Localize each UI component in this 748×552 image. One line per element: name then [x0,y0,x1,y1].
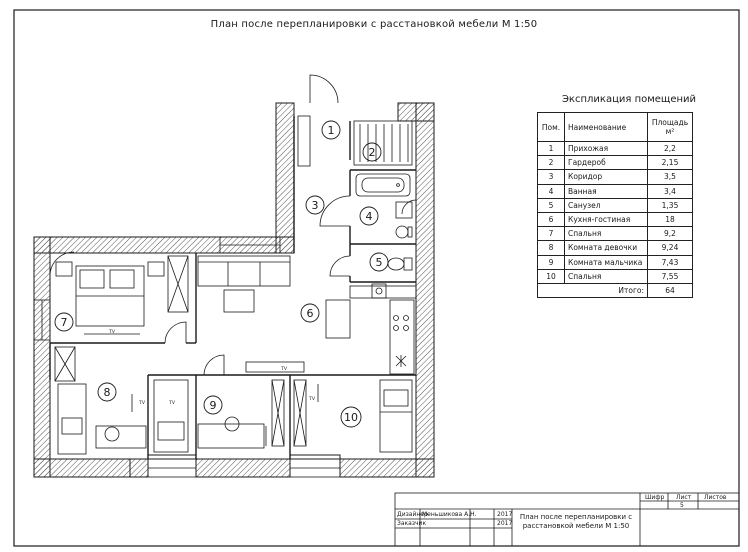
tv-label-bedroom-7: TV [109,330,115,335]
row-area: 18 [648,212,693,226]
total-row [538,283,693,297]
room-markers [55,121,388,427]
row-num: 4 [538,184,565,198]
room-numbers [61,124,383,424]
row-area: 2,15 [648,156,693,170]
room-9-furniture [154,380,266,452]
room-number-9: 9 [209,399,217,412]
kitchen [326,286,416,374]
stamp-cipher-label: Шифр [645,494,665,501]
row-name: Коридор [565,170,648,184]
stamp-sheet-label: Лист [676,494,692,501]
room-10-furniture [318,380,412,452]
room-8-furniture [58,384,146,454]
room-number-10: 10 [344,411,358,424]
stamp-title-line1: План после перепланировки с [519,513,633,521]
header-area-unit: м² [665,127,675,136]
row-name: Санузел [565,198,648,212]
living-furniture [198,256,304,372]
room-number-4: 4 [365,210,373,223]
explication-title: Экспликация помещений [561,94,697,105]
room-number-2: 2 [368,146,376,159]
row-area: 3,4 [648,184,693,198]
header-area [648,113,693,142]
row-area: 7,43 [648,255,693,269]
stamp-designer-name: Меньшикова А.Н. [422,511,477,518]
row-num: 2 [538,156,565,170]
row-area: 9,24 [648,241,693,255]
page-title: План после перепланировки с расстановкой мебели М 1:50 [210,19,538,30]
table-row [538,212,693,226]
row-area: 2,2 [648,142,693,156]
table-row [538,170,693,184]
explication-header-row [538,113,693,142]
table-row [538,142,693,156]
row-num: 7 [538,227,565,241]
room-number-1: 1 [327,124,335,137]
stamp-year-1: 2017 [497,511,513,518]
row-name: Комната девочки [565,241,648,255]
row-area: 3,5 [648,170,693,184]
row-area: 7,55 [648,269,693,283]
room-number-8: 8 [103,386,111,399]
total-label: Итого: [565,283,648,297]
stamp-sheet-value: 5 [680,502,684,509]
row-num: 3 [538,170,565,184]
tv-labels [108,329,316,406]
table-row [538,241,693,255]
header-num: Пом. [538,113,565,142]
row-name: Комната мальчика [565,255,648,269]
total-value: 64 [648,283,693,297]
row-name: Гардероб [565,156,648,170]
total-spacer [538,283,565,297]
stamp-title-line2: расстановкой мебели М 1:50 [522,522,630,530]
room-number-6: 6 [306,307,314,320]
tv-label-living: TV [281,367,287,372]
interior-partitions [50,116,416,459]
stamp-year-2: 2017 [497,520,513,527]
room-number-7: 7 [60,316,68,329]
row-num: 9 [538,255,565,269]
bathroom-fixtures [356,174,412,298]
row-name: Ванная [565,184,648,198]
stamp-title [512,513,640,531]
row-num: 1 [538,142,565,156]
row-area: 1,35 [648,198,693,212]
row-num: 5 [538,198,565,212]
room-number-3: 3 [311,199,319,212]
table-row [538,227,693,241]
row-area: 9,2 [648,227,693,241]
header-area-label: Площадь [651,118,689,127]
table-row [538,184,693,198]
row-num: 8 [538,241,565,255]
table-row [538,156,693,170]
header-name: Наименование [565,113,648,142]
tv-label-room-9: TV [169,401,175,406]
stamp-designer-label: Дизайнер [397,511,428,518]
room-number-5: 5 [375,256,383,269]
explication-table [537,112,693,298]
row-name: Спальня [565,227,648,241]
tv-label-room-10: TV [309,397,315,402]
row-name: Кухня-гостиная [565,212,648,226]
tv-label-room-8: TV [139,401,145,406]
table-row [538,269,693,283]
bedroom-7-furniture [56,262,164,334]
table-row [538,198,693,212]
doors [50,75,416,375]
stamp-sheets-label: Листов [704,494,727,501]
row-num: 10 [538,269,565,283]
row-num: 6 [538,212,565,226]
stamp-customer-label: Заказчик [397,520,427,527]
row-name: Спальня [565,269,648,283]
table-row [538,255,693,269]
row-name: Прихожая [565,142,648,156]
